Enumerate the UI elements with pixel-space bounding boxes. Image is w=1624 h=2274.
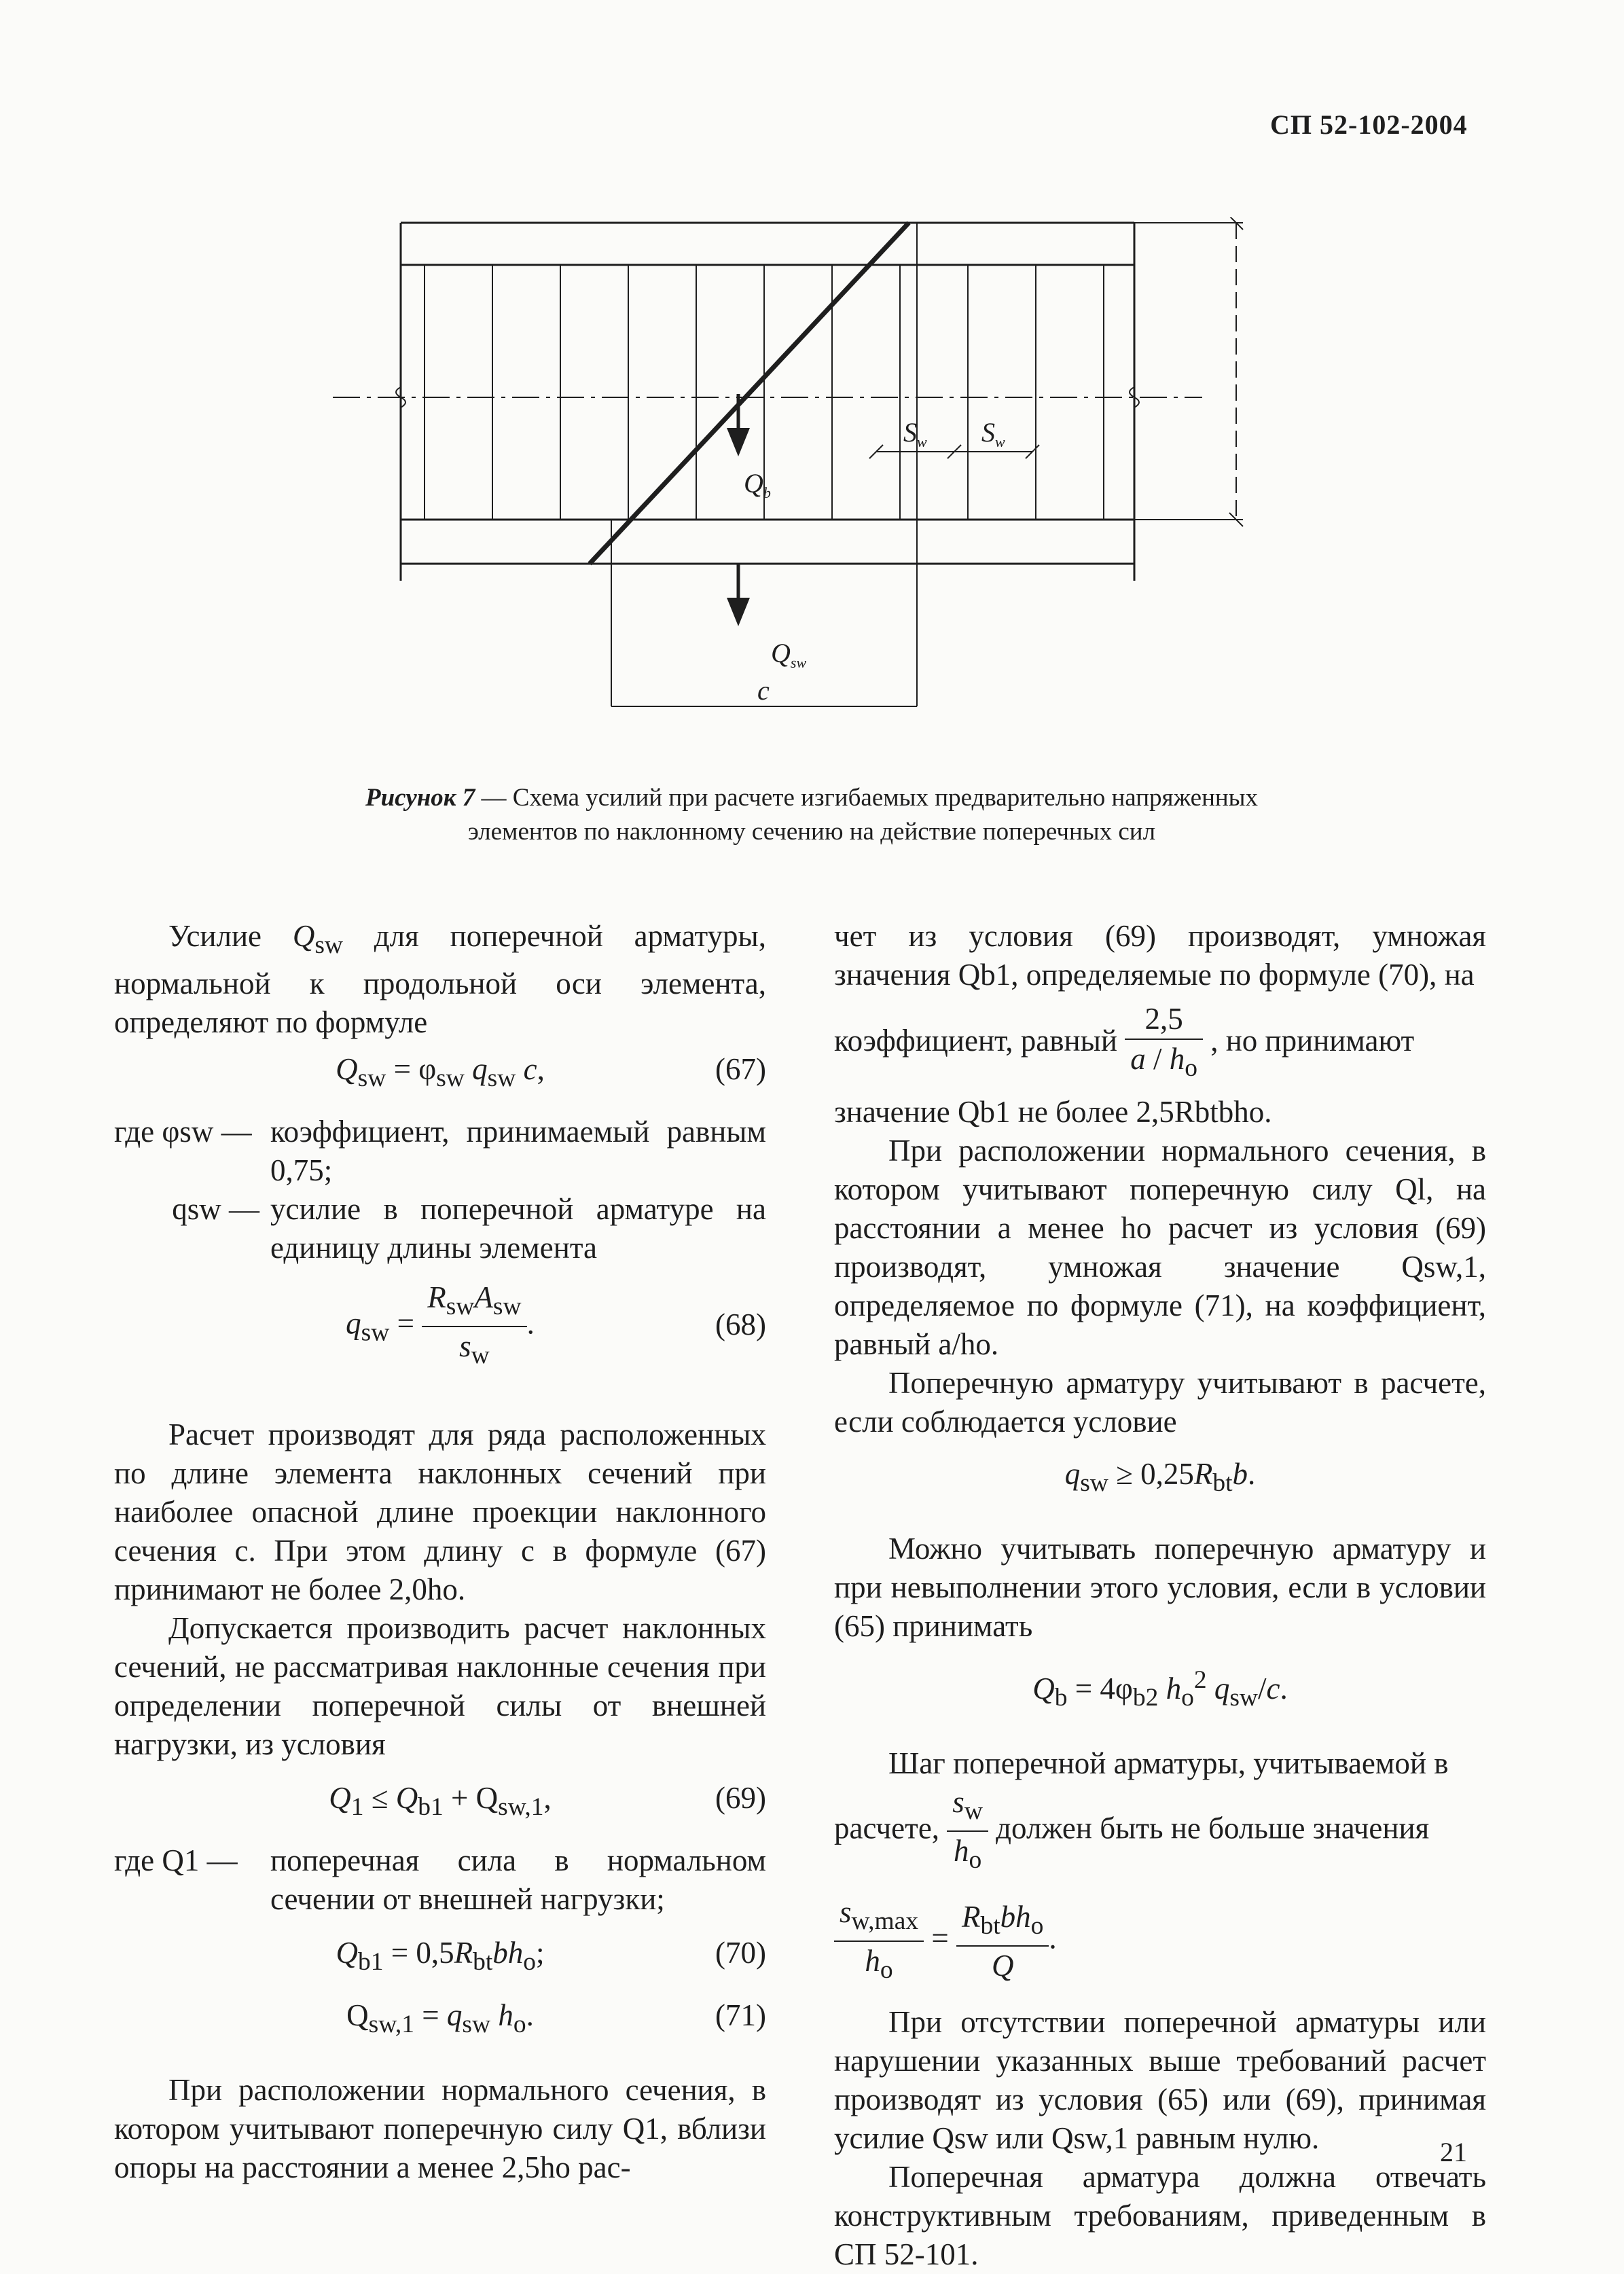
figure-7-diagram	[319, 217, 1263, 734]
svg-text:Sw: $S_w$	[981, 417, 1005, 450]
definition-q-sw: qsw — усилие в поперечной арматуре на единицу длины элемента	[172, 1192, 766, 1265]
sw-label-2: S	[981, 417, 995, 448]
paragraph: расчете, $\frac{s_w}{h_o}$ должен быть не больше значения	[834, 1783, 1486, 1879]
caption-label: Рисунок 7	[365, 784, 475, 812]
formula-sw-max: $\frac{s_{w,max}}{h_o}$ = $\frac{R_{bt}bh_o}{Q}$ .	[834, 1893, 1486, 1989]
svg-text:Qsw: $Q_{sw}$	[771, 638, 807, 671]
paragraph: коэффициент, равный $\frac{2,5}{a / h_o}$ , но принимают	[834, 1000, 1486, 1087]
paragraph: Шаг поперечной арматуры, учитываемой в	[888, 1746, 1449, 1780]
qsw-label: Q	[771, 638, 791, 668]
paragraph: значение Qb1 не более 2,5Rbtbho.	[834, 1095, 1272, 1129]
paragraph: При отсутствии поперечной арматуры или нарушении указанных выше требований расчет производят из условия (65) или (69), принимая усилие Qsw или Qsw,1 равным нулю.	[834, 2005, 1486, 2155]
paragraph: При расположении нормального сечения, в котором учитывают поперечную силу Q1, вблизи опоры на расстоянии a менее 2,5ho рас-	[114, 2073, 766, 2184]
formula-71: $Q_{sw,1} = q_{sw}$ $h_o$. (71)	[346, 1998, 766, 2038]
paragraph: При расположении нормального сечения, в котором учитывают поперечную силу Ql, на расстоянии a менее ho расчет из условия (69) производят, умножая значение Qsw,1, определяемое по формуле (71), на коэффициент, равный a/ho.	[834, 1134, 1486, 1361]
paragraph: чет из условия (69) производят, умножая значения Qb1, определяемые по формуле (70), на	[834, 919, 1486, 992]
definition-phi-sw: где φsw — коэффициент, принимаемый равным 0,75;	[114, 1115, 766, 1187]
c-label: c	[757, 675, 770, 706]
formula-69: $Q_1 \le Q_{b1} + Q_{sw,1}$, (69)	[329, 1781, 766, 1821]
paragraph: Можно учитывать поперечную арматуру и при невыполнении этого условия, если в условии (65) принимать	[834, 1532, 1486, 1643]
paragraph: Поперечная арматура должна отвечать конструктивным требованиям, приведенным в СП 52-101.	[834, 2160, 1486, 2271]
sw-label-1: S	[903, 417, 917, 448]
qb-label: Q	[744, 468, 763, 499]
paragraph: Допускается производить расчет наклонных сечений, не рассматривая наклонные сечения при определении поперечной силы от внешней нагрузки, из условия	[114, 1611, 766, 1761]
formula-70: $Q_{b1} = 0,5R_{bt}bh_o$; (70)	[336, 1936, 766, 1976]
definition-q1: где Q1 — поперечная сила в нормальном сечении от внешней нагрузки;	[114, 1843, 766, 1916]
paragraph: Усилие $Q_{sw}$ для поперечной арматуры, нормальной к продольной оси элемента, определяют по формуле	[114, 919, 766, 1039]
page-number: 21	[1440, 2137, 1467, 2167]
right-column	[834, 917, 1486, 2274]
caption-line-1: Схема усилий при расчете изгибаемых предварительно напряженных	[512, 784, 1259, 812]
formula-qb: $Q_b = 4\varphi_{b2}$ $h_o^2$ $q_{sw}/c$.	[1032, 1666, 1288, 1712]
svg-text:Sw: $S_w$	[903, 417, 927, 450]
svg-text:Qb: $Q_b$	[744, 468, 771, 501]
document-code: СП 52-102-2004	[1270, 109, 1468, 140]
caption-line-2: элементов по наклонному сечению на действие поперечных сил	[467, 818, 1156, 846]
formula-condition: $q_{sw} \ge 0,25R_{bt}b$.	[1064, 1457, 1256, 1497]
paragraph: Поперечную арматуру учитывают в расчете, если соблюдается условие	[834, 1366, 1486, 1439]
formula-68: $q_{sw}$ = $\frac{R_{sw}A_{sw}}{s_w}$ . (68)	[114, 1278, 766, 1375]
figure-caption: Рисунок 7 — Схема усилий при расчете изгибаемых предварительно напряженных элементов по наклонному сечению на действие поперечных сил	[204, 781, 1420, 849]
formula-67: $Q_{sw} = \varphi_{sw}$ $q_{sw}$ c, (67)	[336, 1052, 766, 1092]
left-column	[114, 917, 766, 2187]
paragraph: Расчет производят для ряда расположенных по длине элемента наклонных сечений при наиболее опасной длине проекции наклонного сечения c. При этом длину c в формуле (67) принимают не более 2,0ho.	[114, 1418, 766, 1606]
